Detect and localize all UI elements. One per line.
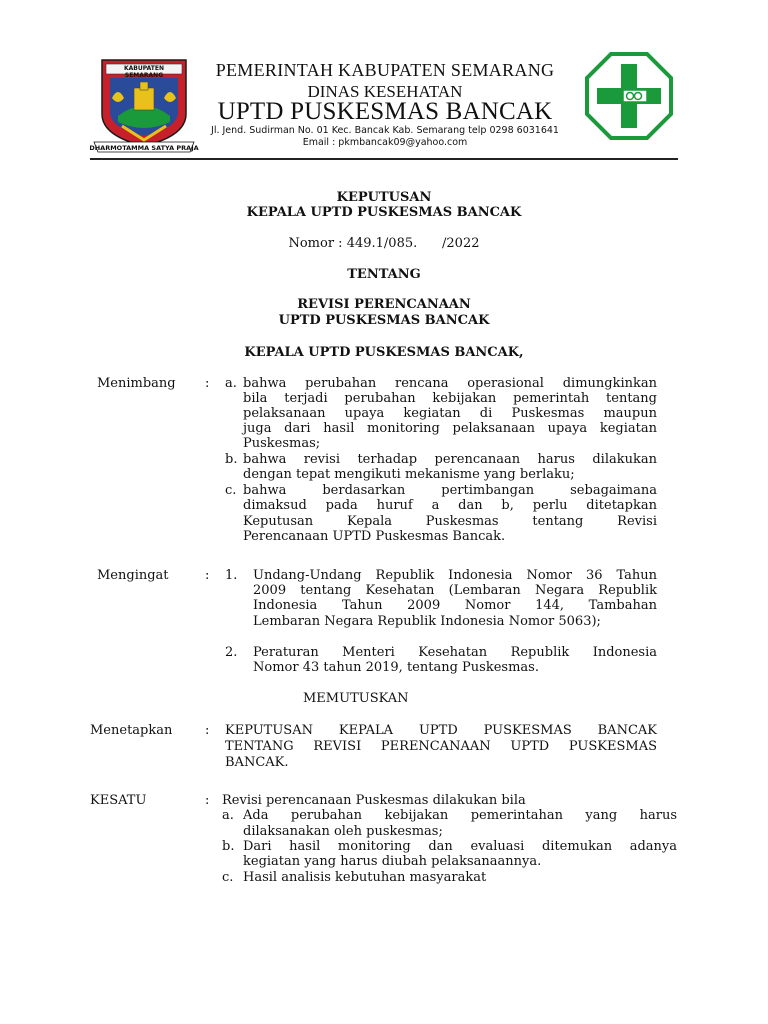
about-heading: TENTANG [347, 267, 421, 282]
kesatu-c-line: Hasil analisis kebutuhan masyarakat [243, 870, 487, 885]
emblem-motto-text: DHARMOTAMMA SATYA PRAJA [89, 144, 199, 152]
kabupaten-semarang-emblem [88, 56, 200, 156]
decree-issuer-title: KEPALA UPTD PUSKESMAS BANCAK [246, 205, 522, 220]
subject-line-1: REVISI PERENCANAAN [297, 297, 471, 312]
menimbang-a-line: bahwa perubahan rencana operasional dimungkinkan [243, 376, 657, 391]
kesatu-sep: : [205, 793, 210, 808]
menimbang-b-line: bahwa revisi terhadap perencanaan harus dilakukan [243, 452, 657, 467]
menimbang-a-line: Puskesmas; [243, 436, 321, 451]
kesatu-b-line: Dari hasil monitoring dan evaluasi ditemukan adanya [243, 839, 677, 854]
issuer-heading: KEPALA UPTD PUSKESMAS BANCAK, [244, 345, 524, 360]
kesatu-label: KESATU [90, 793, 147, 808]
mengingat-1-line: 2009 tentang Kesehatan (Lembaran Negara Republik [253, 583, 657, 598]
emblem-banner-text: KABUPATEN SEMARANG [124, 65, 164, 79]
address-line: Jl. Jend. Sudirman No. 01 Kec. Bancak Kab. Semarang telp 0298 6031641 [211, 125, 559, 136]
mengingat-2-line: Nomor 43 tahun 2019, tentang Puskesmas. [253, 660, 539, 675]
mengingat-2-line: Peraturan Menteri Kesehatan Republik Indonesia [253, 645, 657, 660]
menimbang-a-line: juga dari hasil monitoring pelaksanaan upaya kegiatan [243, 421, 657, 436]
department-name: DINAS KESEHATAN [307, 82, 463, 101]
kesatu-a-line: dilaksanakan oleh puskesmas; [243, 824, 443, 839]
subject-line-2: UPTD PUSKESMAS BANCAK [278, 313, 490, 328]
mengingat-1-line: Indonesia Tahun 2009 Nomor 144, Tambahan [253, 598, 657, 613]
mengingat-sep: : [205, 568, 210, 583]
mengingat-2-marker: 2. [225, 645, 238, 660]
menimbang-a-line: pelaksanaan upaya kegiatan di Puskesmas maupun [243, 406, 657, 421]
government-name: PEMERINTAH KABUPATEN SEMARANG [215, 60, 555, 80]
menetapkan-line: TENTANG REVISI PERENCANAAN UPTD PUSKESMAS [225, 739, 657, 754]
menimbang-c-line: bahwa berdasarkan pertimbangan sebagaimana [243, 483, 657, 498]
kesatu-b-marker: b. [222, 839, 235, 854]
kesatu-a-marker: a. [222, 808, 234, 823]
menimbang-c-line: Perencanaan UPTD Puskesmas Bancak. [243, 529, 506, 544]
header-divider [90, 158, 678, 160]
decree-number: Nomor : 449.1/085. /2022 [288, 236, 480, 251]
kesatu-a-line: Ada perubahan kebijakan pemerintahan yang harus [243, 808, 677, 823]
menetapkan-line: BANCAK. [225, 755, 289, 770]
kesatu-c-marker: c. [222, 870, 234, 885]
menimbang-sep: : [205, 376, 210, 391]
mengingat-1-line: Undang-Undang Republik Indonesia Nomor 36 Tahun [253, 568, 657, 583]
menimbang-b-line: dengan tepat mengikuti mekanisme yang berlaku; [243, 467, 575, 482]
kesatu-b-line: kegiatan yang harus diubah pelaksanaannya. [243, 854, 542, 869]
decree-title: KEPUTUSAN [336, 190, 432, 205]
menetapkan-line: KEPUTUSAN KEPALA UPTD PUSKESMAS BANCAK [225, 723, 657, 738]
mengingat-1-marker: 1. [225, 568, 238, 583]
menimbang-label: Menimbang [97, 376, 176, 391]
memutuskan-heading: MEMUTUSKAN [303, 691, 409, 706]
menetapkan-label: Menetapkan [90, 723, 173, 738]
menimbang-c-marker: c. [225, 483, 237, 498]
menimbang-c-line: Keputusan Kepala Puskesmas tentang Revisi [243, 514, 657, 529]
mengingat-label: Mengingat [97, 568, 169, 583]
unit-name: UPTD PUSKESMAS BANCAK [217, 98, 553, 125]
menimbang-a-line: bila terjadi perubahan kebijakan pemerintah tentang [243, 391, 657, 406]
menimbang-a-marker: a. [225, 376, 237, 391]
menimbang-c-line: dimaksud pada huruf a dan b, perlu ditetapkan [243, 498, 657, 513]
kesatu-intro: Revisi perencanaan Puskesmas dilakukan bila [222, 793, 526, 808]
menimbang-b-marker: b. [225, 452, 238, 467]
email-line: Email : pkmbancak09@yahoo.com [302, 137, 468, 148]
puskesmas-logo [585, 52, 673, 140]
mengingat-1-line: Lembaran Negara Republik Indonesia Nomor 5063); [253, 614, 601, 629]
menetapkan-sep: : [205, 723, 210, 738]
